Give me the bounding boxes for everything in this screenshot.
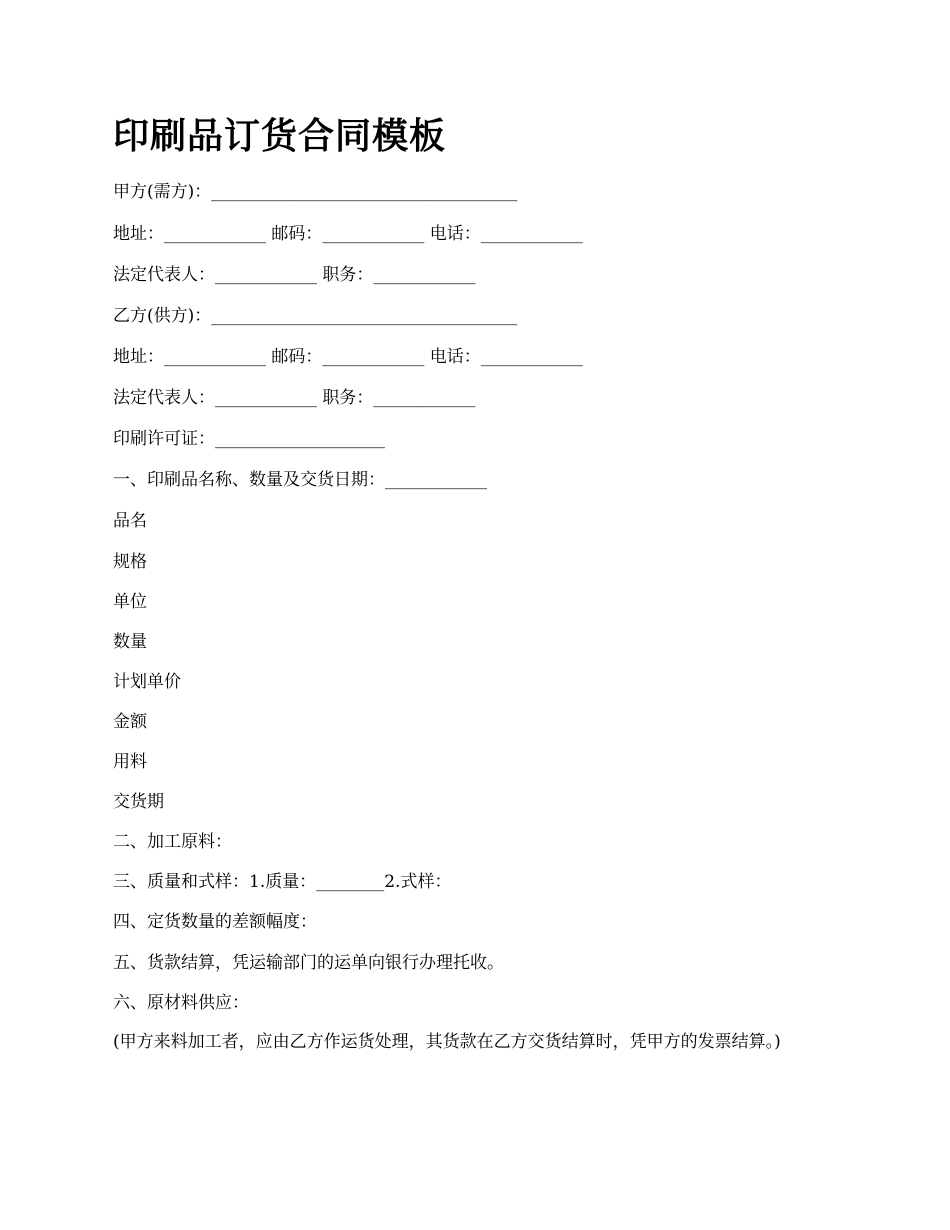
party-b-line: 乙方(供方)：____________________________________ (113, 306, 518, 326)
party-a-representative-line: 法定代表人：____________ 职务：____________ (113, 265, 476, 285)
party-b-address-line: 地址：____________ 邮码：____________ 电话：____________ (113, 347, 583, 367)
party-a-line: 甲方(需方)：____________________________________ (113, 182, 518, 202)
delivery-period-label: 交货期 (113, 792, 164, 812)
unit-label: 单位 (113, 592, 147, 612)
party-a-address-line: 地址：____________ 邮码：____________ 电话：____________ (113, 224, 583, 244)
quantity-label: 数量 (113, 632, 147, 652)
amount-label: 金额 (113, 712, 147, 732)
raw-material-note: (甲方来料加工者，应由乙方作运货处理，其货款在乙方交货结算时，凭甲方的发票结算。) (113, 1032, 781, 1052)
section-4-heading: 四、定货数量的差额幅度： (113, 912, 317, 932)
document-title: 印刷品订货合同模板 (113, 115, 447, 157)
section-3-heading: 三、质量和式样：1.质量：________2.式样： (113, 872, 452, 892)
section-2-heading: 二、加工原料： (113, 832, 232, 852)
spec-label: 规格 (113, 552, 147, 572)
section-5-heading: 五、货款结算，凭运输部门的运单向银行办理托收。 (113, 953, 504, 973)
item-name-label: 品名 (113, 511, 147, 531)
section-1-heading: 一、印刷品名称、数量及交货日期：____________ (113, 470, 487, 490)
print-license-line: 印刷许可证：____________________ (113, 429, 385, 449)
planned-unit-price-label: 计划单价 (113, 672, 181, 692)
material-usage-label: 用料 (113, 752, 147, 772)
party-b-representative-line: 法定代表人：____________ 职务：____________ (113, 388, 476, 408)
section-6-heading: 六、原材料供应： (113, 993, 249, 1013)
